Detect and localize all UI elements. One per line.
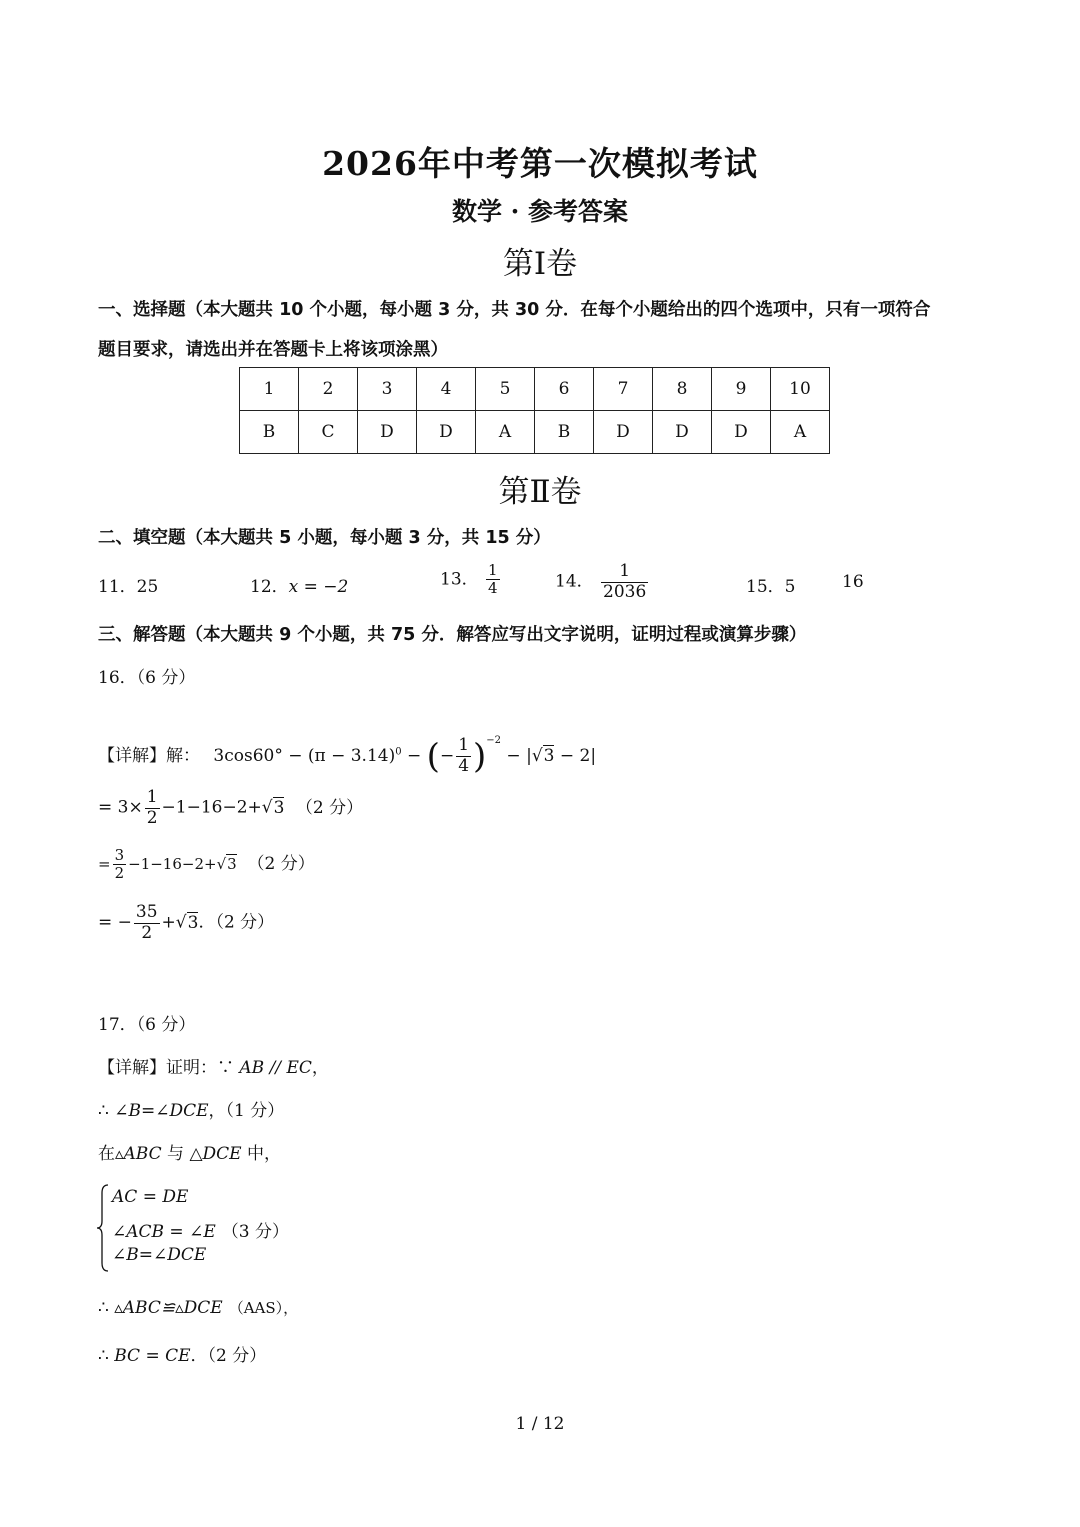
table-cell: A xyxy=(771,411,830,454)
table-cell: D xyxy=(358,411,417,454)
problem-16-expression: 【详解】解： $3\cos 60^\circ - (\pi - 3.14)^0$ − (− $\frac{1}{4}$ )$^{-2}$ − |√3 − 2| xyxy=(98,735,597,777)
fraction: $\frac{3}{2}$ xyxy=(114,846,125,883)
system-line-1: AC = DE xyxy=(112,1187,189,1207)
table-cell: 8 xyxy=(653,368,712,411)
fill-answer-13: 13． $\frac{1}{4}$ xyxy=(440,561,498,598)
problem-16-label: 16．（6 分） xyxy=(98,668,196,688)
table-row-answers xyxy=(240,411,830,454)
problem-17-line-3: 在▵ABC 与 △DCE 中， xyxy=(98,1144,281,1164)
problem-17-label: 17．（6 分） xyxy=(98,1015,196,1035)
table-cell: C xyxy=(299,411,358,454)
fill-answer-14: 14． $\frac{1}{2036}$ xyxy=(555,561,647,602)
table-cell: 1 xyxy=(240,368,299,411)
fill-answer-15: 15．5 xyxy=(746,577,796,597)
system-line-3: ∠B=∠DCE xyxy=(112,1245,207,1265)
table-cell: D xyxy=(594,411,653,454)
volume-2-heading: 第Ⅱ卷 xyxy=(498,474,582,510)
fraction: $\frac{1}{4}$ xyxy=(458,735,470,776)
section-2-heading: 二、填空题（本大题共 5 小题，每小题 3 分，共 15 分） xyxy=(98,528,551,548)
page-number: 1 / 12 xyxy=(515,1414,565,1434)
fraction: $\frac{1}{4}$ xyxy=(488,561,498,598)
problem-17-line-4: ∴ ▵ABC≌▵DCE （AAS）， xyxy=(98,1298,299,1318)
volume-1-heading: 第Ⅰ卷 xyxy=(502,246,578,282)
table-cell: D xyxy=(712,411,771,454)
section-1-heading-line1: 一、选择题（本大题共 10 个小题，每小题 3 分，共 30 分．在每个小题给出的四个选项中，只有一项符合 xyxy=(98,300,931,320)
section-1-heading-line2: 题目要求，请选出并在答题卡上将该项涂黑） xyxy=(98,340,448,360)
table-cell: 10 xyxy=(771,368,830,411)
problem-17-line-5: ∴ BC = CE．（2 分） xyxy=(98,1346,267,1366)
table-cell: 9 xyxy=(712,368,771,411)
table-cell: A xyxy=(476,411,535,454)
table-row-numbers xyxy=(240,368,830,411)
table-cell: 3 xyxy=(358,368,417,411)
table-cell: B xyxy=(240,411,299,454)
fill-answer-16: 16 xyxy=(842,572,864,592)
page-title: 2026年中考第一次模拟考试 xyxy=(322,144,758,183)
table-cell: 4 xyxy=(417,368,476,411)
fill-answer-12: 12．x = −2 xyxy=(250,577,349,597)
problem-16-step-1: = 3× $\frac{1}{2}$ −1−16−2+√3 （2 分） xyxy=(98,787,364,828)
problem-17-line-2: ∴ ∠B=∠DCE，（1 分） xyxy=(98,1101,285,1121)
table-cell: 2 xyxy=(299,368,358,411)
problem-17-line-1: 【详解】证明：∵ AB // EC， xyxy=(98,1058,329,1078)
table-cell: D xyxy=(417,411,476,454)
choice-answer-table xyxy=(239,367,830,454)
fraction: $\frac{1}{2036}$ xyxy=(603,561,647,602)
page-subtitle: 数学 · 参考答案 xyxy=(451,197,629,226)
problem-16-step-2: = $\frac{3}{2}$ −1−16−2+√3 （2 分） xyxy=(98,846,315,883)
fill-answer-11: 11．25 xyxy=(98,577,159,597)
table-cell: 6 xyxy=(535,368,594,411)
section-3-heading: 三、解答题（本大题共 9 个小题，共 75 分．解答应写出文字说明，证明过程或演算步骤） xyxy=(98,625,807,645)
fraction: $\frac{1}{2}$ xyxy=(146,787,158,828)
problem-16-step-3: = − $\frac{35}{2}$ +√3．（2 分） xyxy=(98,902,275,943)
table-cell: 5 xyxy=(476,368,535,411)
table-cell: B xyxy=(535,411,594,454)
table-cell: D xyxy=(653,411,712,454)
table-cell: 7 xyxy=(594,368,653,411)
fraction: $\frac{35}{2}$ xyxy=(135,902,158,943)
left-brace-icon xyxy=(96,1183,110,1273)
system-line-2: ∠ACB = ∠E （3 分） xyxy=(112,1222,289,1242)
